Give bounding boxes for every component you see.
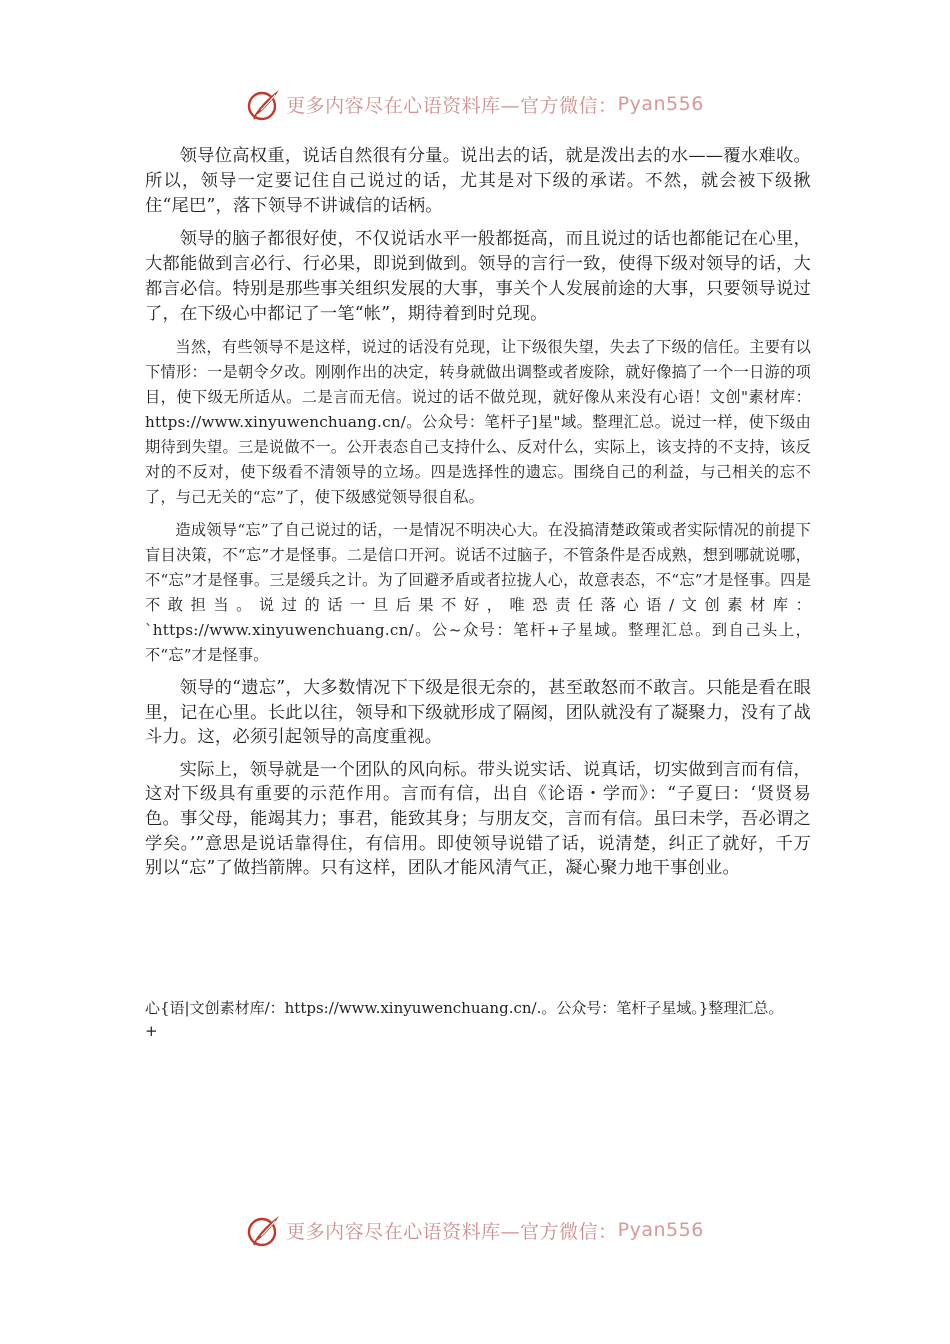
- quill-pen-logo-icon: [246, 1212, 282, 1248]
- paragraph-4: 造成领导“忘”了自己说过的话，一是情况不明决心大。在没搞清楚政策或者实际情况的前提下盲目决策，不“忘”才是怪事。二是信口开河。说话不过脑子，不管条件是否成熟，想到哪就说哪，不“忘”才是怪事。三是缓兵之计。为了回避矛盾或者拉拢人心，故意表态，不“忘”才是怪事。四是不敢担当。说过的话一旦后果不好，唯恐责任落心语/文创素材库：`https://www.xinyuwenchuang.cn/。公~众号：笔杆+子星域。整理汇总。到自己头上，不“忘”才是怪事。: [145, 521, 811, 664]
- banner-wechat-id: Pyan556: [617, 1219, 704, 1241]
- footnote-text: 心{语|文创素材库/：https://www.xinyuwenchuang.cn/.。公众号：笔杆子星域。}整理汇总。: [145, 999, 784, 1017]
- article-body: [145, 144, 811, 889]
- footer-banner: [0, 1210, 950, 1250]
- header-banner: [0, 84, 950, 124]
- paragraph-6: 实际上，领导就是一个团队的风向标。带头说实话、说真话，切实做到言而有信，这对下级具有重要的示范作用。言而有信，出自《论语・学而》：“子夏曰：‘贤贤易色。事父母，能竭其力；事君，能致其身；与朋友交，言而有信。虽曰未学，吾必谓之学矣。’”意思是说话靠得住，有信用。即使领导说错了话，说清楚，纠正了就好，千万别以“忘”了做挡箭牌。只有这样，团队才能风清气正，凝心聚力地干事创业。: [145, 759, 811, 879]
- paragraph-1: 领导位高权重，说话自然很有分量。说出去的话，就是泼出去的水——覆水难收。所以，领导一定要记住自己说过的话，尤其是对下级的承诺。不然，就会被下级揪住“尾巴”，落下领导不讲诚信的话柄。: [145, 146, 811, 216]
- banner-wechat-id: Pyan556: [617, 93, 704, 115]
- paragraph-3: 当然，有些领导不是这样，说过的话没有兑现，让下级很失望，失去了下级的信任。主要有以下情形：一是朝令夕改。刚刚作出的决定，转身就做出调整或者废除，就好像搞了一个一日游的项目，使下级无所适从。二是言而无信。说过的话不做兑现，就好像从来没有心语！文创"素材库：https://www.xinyuwenchuang.cn/。公众号：笔杆子]星"域。整理汇总。说过一样，使下级由期待到失望。三是说做不一。公开表态自己支持什么、反对什么，实际上，该支持的不支持，该反对的不反对，使下级看不清领导的立场。四是选择性的遗忘。围绕自己的利益，与己相关的忘不了，与己无关的“忘”了，使下级感觉领导很自私。: [145, 338, 811, 506]
- quill-pen-logo-icon: [246, 86, 282, 122]
- paragraph-5: 领导的“遗忘”，大多数情况下下级是很无奈的，甚至敢怒而不敢言。只能是看在眼里，记在心里。长此以往，领导和下级就形成了隔阂，团队就没有了凝聚力，没有了战斗力。这，必须引起领导的高度重视。: [145, 678, 811, 748]
- banner-text: 更多内容尽在心语资料库—官方微信：: [286, 94, 618, 117]
- paragraph-2: 领导的脑子都很好使，不仅说话水平一般都挺高，而且说过的话也都能记在心里，大都能做到言必行、行必果，即说到做到。领导的言行一致，使得下级对领导的话，大都言必信。特别是那些事关组织发展的大事，事关个人发展前途的大事，只要领导说过了，在下级心中都记了一笔“帐”，期待着到时兑现。: [145, 229, 811, 324]
- banner-text: 更多内容尽在心语资料库—官方微信：: [286, 1220, 618, 1243]
- plus-mark: +: [145, 1022, 158, 1040]
